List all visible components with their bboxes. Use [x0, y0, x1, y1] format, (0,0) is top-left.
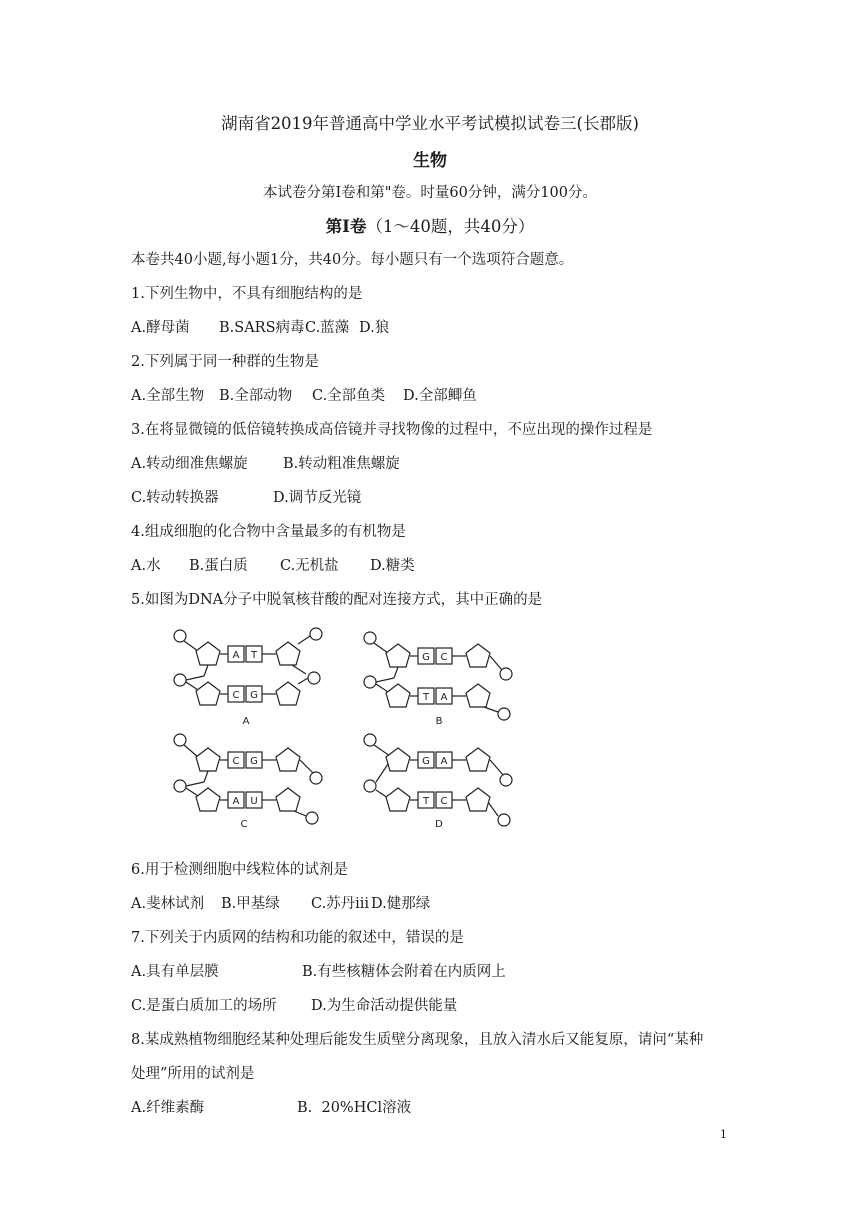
- option: C.是蛋白质加工的场所: [131, 998, 277, 1014]
- instructions: 本卷共40小题,每小题1分，共40分。每小题只有一个选项符合题意。: [131, 252, 574, 268]
- base-letter: A: [232, 796, 240, 807]
- option: B.蛋白质: [189, 558, 248, 574]
- option: C.蓝藻: [305, 320, 350, 336]
- panel-a: [174, 628, 322, 705]
- option: A.具有单层膜: [131, 964, 219, 980]
- option: B.甲基绿: [221, 896, 280, 912]
- option: B.SARS病毒: [219, 320, 305, 336]
- exam-title: 湖南省2019年普通高中学业水平考试模拟试卷三(长郡版): [221, 114, 639, 133]
- question-3-options-row1: [131, 452, 400, 473]
- option: C.无机盐: [280, 558, 339, 574]
- section-heading-bold: 第Ⅰ卷: [325, 217, 367, 236]
- panel-d: [364, 734, 512, 826]
- question-4-options: [131, 554, 415, 575]
- option: B. 20%HCl溶液: [297, 1100, 412, 1116]
- option: A.酵母菌: [131, 320, 190, 336]
- question-3-stem: 3.在将显微镜的低倍镜转换成高倍镜并寻找物像的过程中，不应出现的操作过程是: [131, 422, 653, 438]
- base-letter: C: [440, 796, 448, 807]
- question-3-options-row2: [131, 486, 361, 507]
- option: B.转动粗准焦螺旋: [283, 456, 400, 472]
- option: D.为生命活动提供能量: [311, 998, 458, 1014]
- base-letter: C: [232, 756, 240, 767]
- option: A.纤维素酶: [131, 1100, 205, 1116]
- base-letter: C: [232, 690, 240, 701]
- base-letter: T: [422, 692, 430, 703]
- question-1-options: [131, 316, 389, 337]
- panel-label-a: A: [242, 716, 250, 727]
- question-7-options-row1: [131, 960, 506, 981]
- base-letter: C: [440, 652, 448, 663]
- exam-intro: 本试卷分第Ⅰ卷和第"卷。时量60分钟，满分100分。: [262, 185, 598, 201]
- base-letter: G: [250, 756, 258, 767]
- question-6-stem: 6.用于检测细胞中线粒体的试剂是: [131, 862, 348, 878]
- question-7-options-row2: [131, 994, 457, 1015]
- panel-label-c: C: [240, 819, 248, 830]
- base-letter: G: [250, 690, 258, 701]
- base-letter: A: [440, 756, 448, 767]
- option: A.水: [131, 558, 161, 574]
- base-letter: G: [422, 756, 430, 767]
- question-2-options: [131, 384, 477, 405]
- panel-label-b: B: [435, 716, 443, 727]
- question-1-stem: 1.下列生物中，不具有细胞结构的是: [131, 286, 363, 302]
- option: B.全部动物: [219, 388, 293, 404]
- question-7-stem: 7.下列关于内质网的结构和功能的叙述中，错误的是: [131, 930, 464, 946]
- question-5-stem: 5.如图为DNA分子中脱氧核苷酸的配对连接方式，其中正确的是: [131, 592, 543, 608]
- dna-pairing-figure: [168, 624, 528, 834]
- section-heading: [0, 213, 860, 237]
- panel-c: [174, 734, 322, 824]
- question-8-stem-line1: 8.某成熟植物细胞经某种处理后能发生质壁分离现象，且放入清水后又能复原，请问“某种: [131, 1032, 704, 1048]
- option: D.健那绿: [371, 896, 431, 912]
- question-8-options: [131, 1096, 411, 1117]
- option: A.斐林试剂: [131, 896, 205, 912]
- base-letter: A: [440, 692, 448, 703]
- option: C.苏丹ⅲ: [311, 896, 370, 912]
- base-letter: T: [250, 650, 258, 661]
- section-heading-range: （1～40题，共40分）: [366, 217, 535, 236]
- option: B.有些核糖体会附着在内质网上: [302, 964, 506, 980]
- base-letter: T: [422, 796, 430, 807]
- question-6-options: [131, 892, 430, 913]
- option: D.全部鲫鱼: [403, 388, 477, 404]
- option: D.糖类: [370, 558, 415, 574]
- question-4-stem: 4.组成细胞的化合物中含量最多的有机物是: [131, 524, 406, 540]
- panel-b: [364, 632, 512, 720]
- base-letter: A: [232, 650, 240, 661]
- base-letter: U: [250, 796, 258, 807]
- question-8-stem-line2: 处理”所用的试剂是: [131, 1066, 255, 1082]
- option: C.转动转换器: [131, 490, 219, 506]
- option: D.狼: [359, 320, 390, 336]
- option: C.全部鱼类: [312, 388, 386, 404]
- option: A.转动细准焦螺旋: [131, 456, 248, 472]
- subject-heading: 生物: [413, 151, 447, 171]
- panel-label-d: D: [435, 819, 443, 830]
- option: A.全部生物: [131, 388, 205, 404]
- page-number: 1: [720, 1128, 727, 1141]
- question-2-stem: 2.下列属于同一种群的生物是: [131, 354, 319, 370]
- option: D.调节反光镜: [273, 490, 362, 506]
- base-letter: G: [422, 652, 430, 663]
